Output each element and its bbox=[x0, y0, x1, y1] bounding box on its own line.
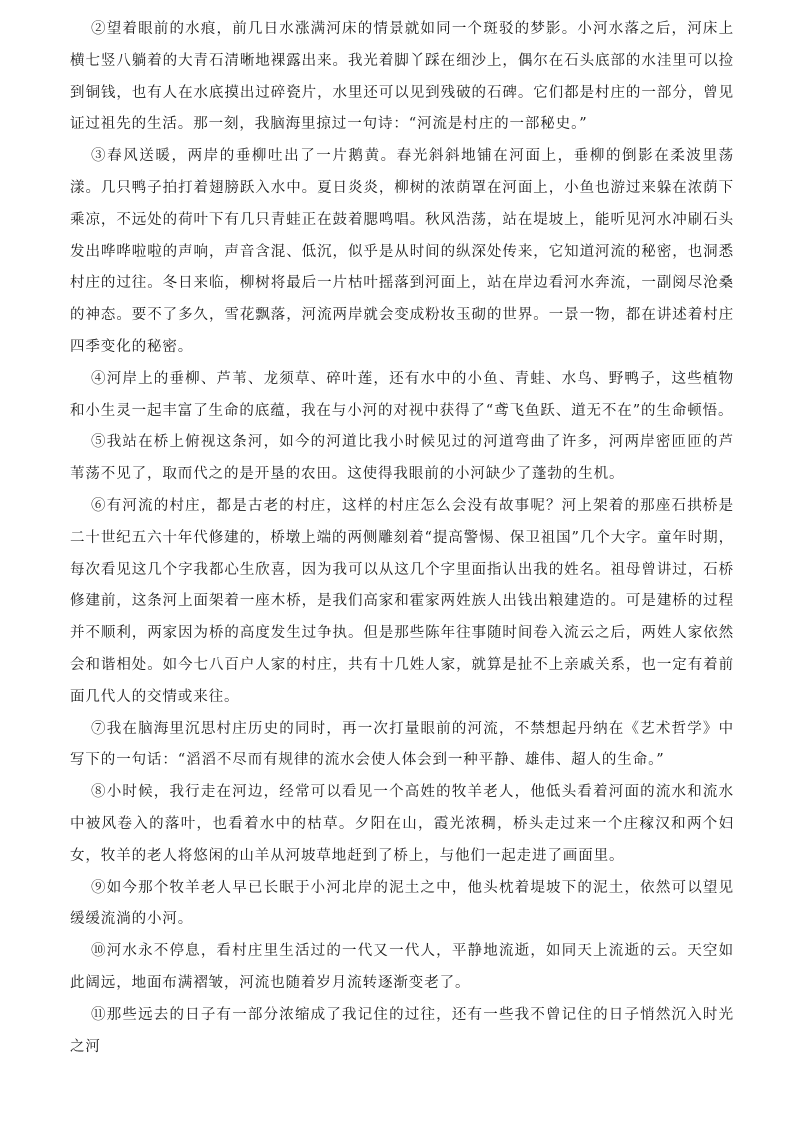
paragraph-11: ⑪那些远去的日子有一部分浓缩成了我记住的过往，还有一些我不曾记住的日子悄然沉入时光之河 bbox=[70, 1006, 734, 1055]
paragraph-5: ⑤我站在桥上俯视这条河，如今的河道比我小时候见过的河道弯曲了许多，河两岸密匝匝的芦苇荡不见了，取而代之的是开垦的农田。这使得我眼前的小河缺少了蓬勃的生机。 bbox=[70, 434, 734, 483]
paragraph-3: ③春风送暖，两岸的垂柳吐出了一片鹅黄。春光斜斜地铺在河面上，垂柳的倒影在柔波里荡漾。几只鸭子拍打着翅膀跃入水中。夏日炎炎，柳树的浓荫罩在河面上，小鱼也游过来躲在浓荫下乘凉，不远处的荷叶下有几只青蛙正在鼓着腮鸣唱。秋风浩荡，站在堤坡上，能听见河水冲刷石头发出哗哗啦啦的声响，声音含混、低沉，似乎是从时间的纵深处传来，它知道河流的秘密，也洞悉村庄的过往。冬日来临，柳树将最后一片枯叶摇落到河面上，站在岸边看河水奔流，一副阅尽沧桑的神态。要不了多久，雪花飘落，河流两岸就会变成粉妆玉砌的世界。一景一物，都在讲述着村庄四季变化的秘密。 bbox=[70, 148, 734, 355]
paragraph-9: ⑨如今那个牧羊老人早已长眠于小河北岸的泥土之中，他头枕着堤坡下的泥土，依然可以望见缓缓流淌的小河。 bbox=[70, 879, 734, 928]
paragraph-10: ⑩河水永不停息，看村庄里生活过的一代又一代人，平静地流逝，如同天上流逝的云。天空如此阔远，地面布满褶皱，河流也随着岁月流转逐渐变老了。 bbox=[70, 943, 734, 991]
paragraph-2: ②望着眼前的水痕，前几日水涨满河床的情景就如同一个斑驳的梦影。小河水落之后，河床上横七竖八躺着的大青石清晰地裸露出来。我光着脚丫踩在细沙上，偶尔在石头底部的水洼里可以捡到铜钱，也有人在水底摸出过碎瓷片，水里还可以见到残破的石碑。它们都是村庄的一部分，曾见证过祖先的生活。那一刻，我脑海里掠过一句诗：“河流是村庄的一部秘史。” bbox=[70, 21, 734, 133]
paragraph-8: ⑧小时候，我行走在河边，经常可以看见一个高姓的牧羊老人，他低头看着河面的流水和流水中被风卷入的落叶，也看着水中的枯草。夕阳在山，霞光浓稠，桥头走过来一个庄稼汉和两个妇女，牧羊的老人将悠闲的山羊从河坡草地赶到了桥上，与他们一起走进了画面里。 bbox=[70, 784, 734, 864]
document-body bbox=[70, 14, 734, 1063]
paragraph-6: ⑥有河流的村庄，都是古老的村庄，这样的村庄怎么会没有故事呢？河上架着的那座石拱桥是二十世纪五六十年代修建的，桥墩上端的两侧雕刻着“提高警惕、保卫祖国”几个大字。童年时期，每次看见这几个字我都心生欣喜，因为我可以从这几个字里面指认出我的姓名。祖母曾讲过，石桥修建前，这条河上面架着一座木桥，是我们高家和霍家两姓族人出钱出粮建造的。可是建桥的过程并不顺利，两家因为桥的高度发生过争执。但是那些陈年往事随时间卷入流云之后，两姓人家依然会和谐相处。如今七八百户人家的村庄，共有十几姓人家，就算是扯不上亲戚关系，也一定有着前面几代人的交情或来往。 bbox=[70, 497, 734, 705]
paragraph-4: ④河岸上的垂柳、芦苇、龙须草、碎叶莲，还有水中的小鱼、青蛙、水鸟、野鸭子，这些植物和小生灵一起丰富了生命的底蕴，我在与小河的对视中获得了“鸢飞鱼跃、道无不在”的生命顿悟。 bbox=[70, 370, 734, 419]
paragraph-7: ⑦我在脑海里沉思村庄历史的同时，再一次打量眼前的河流，不禁想起丹纳在《艺术哲学》中写下的一句话：“滔滔不尽而有规律的流水会使人体会到一种平静、雄伟、超人的生命。” bbox=[70, 720, 734, 769]
